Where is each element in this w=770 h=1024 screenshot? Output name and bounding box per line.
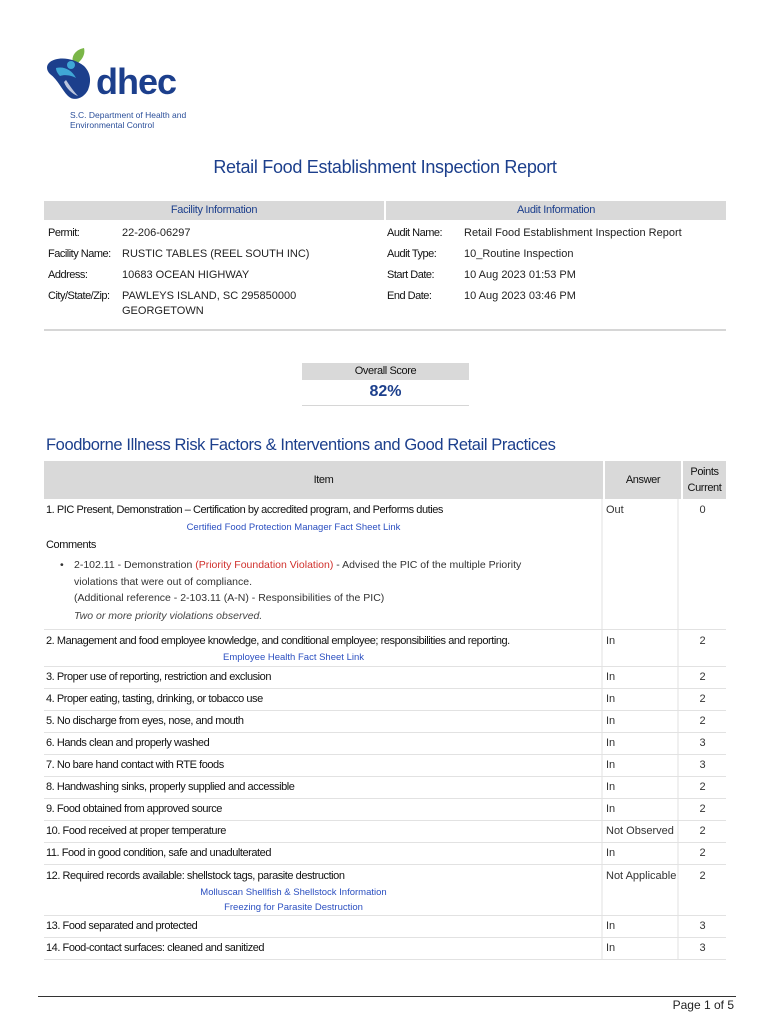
table-row — [44, 865, 726, 916]
answer-cell: In — [603, 733, 679, 754]
audit-type-row — [385, 247, 726, 268]
points-cell: 3 — [699, 942, 706, 954]
answer-cell: Not Observed — [603, 821, 679, 842]
question-text: 8. Handwashing sinks, properly supplied and accessible — [46, 781, 295, 793]
points-cell: 3 — [699, 759, 706, 771]
permit-row — [44, 226, 385, 247]
permit-value: 22-206-06297 — [122, 227, 191, 239]
logo-subtitle-line: S.C. Department of Health and — [70, 110, 187, 120]
table-row — [44, 777, 726, 799]
item-cell — [44, 667, 603, 688]
page-number: Page 1 of 5 — [672, 998, 734, 1012]
address-row — [44, 268, 385, 289]
table-row — [44, 755, 726, 777]
audit-name-value: Retail Food Establishment Inspection Report — [464, 227, 682, 239]
table-row — [44, 711, 726, 733]
audit-name-row — [385, 226, 726, 247]
dhec-logo — [44, 46, 214, 132]
end-date-row — [385, 289, 726, 310]
fact-sheet-link[interactable]: Employee Health Fact Sheet Link — [223, 652, 364, 663]
item-cell — [44, 499, 603, 629]
section-title: Foodborne Illness Risk Factors & Interventions and Good Retail Practices — [46, 436, 556, 454]
answer-cell: In — [603, 777, 679, 798]
end-date-label: End Date: — [387, 290, 432, 302]
question-text: 9. Food obtained from approved source — [46, 803, 222, 815]
answer-cell: Out — [603, 499, 679, 629]
logo-subtitle — [70, 110, 220, 130]
info-table-header — [44, 201, 726, 220]
comment-item — [72, 557, 601, 607]
logo-wordmark: dhec — [96, 61, 177, 102]
answer-cell: In — [603, 799, 679, 820]
question-text: 12. Required records available: shellstock tags, parasite destruction — [46, 870, 345, 882]
answer-cell: In — [603, 755, 679, 776]
facility-name-label: Facility Name: — [48, 248, 111, 260]
violation-label: (Priority Foundation Violation) — [195, 559, 334, 571]
table-row — [44, 733, 726, 755]
start-date-row — [385, 268, 726, 289]
points-cell: 3 — [699, 920, 706, 932]
question-text: 1. PIC Present, Demonstration – Certification by accredited program, and Performs duties — [46, 504, 443, 516]
points-cell: 2 — [699, 693, 706, 705]
address-label: Address: — [48, 269, 88, 281]
facility-name-value: RUSTIC TABLES (REEL SOUTH INC) — [122, 248, 310, 260]
facility-name-row — [44, 247, 385, 268]
item-cell — [44, 689, 603, 710]
question-text: 5. No discharge from eyes, nose, and mouth — [46, 715, 244, 727]
facility-info — [44, 226, 385, 319]
info-columns — [44, 220, 726, 319]
audit-type-value: 10_Routine Inspection — [464, 248, 574, 260]
answer-cell: In — [603, 667, 679, 688]
city-state-zip-line: PAWLEYS ISLAND, SC 295850000 — [122, 290, 297, 302]
item-cell — [44, 938, 603, 959]
answer-cell: In — [603, 843, 679, 864]
county-line: GEORGETOWN — [122, 305, 204, 317]
item-cell — [44, 630, 603, 666]
comments-title: Comments — [46, 539, 96, 551]
table-header — [44, 461, 726, 499]
risk-factors-table — [44, 461, 726, 960]
city-state-zip-value — [122, 289, 385, 319]
question-text: 13. Food separated and protected — [46, 920, 198, 932]
comment-note: Two or more priority violations observed. — [74, 609, 263, 622]
comment-suffix: - Advised the PIC of the multiple Priority — [333, 559, 522, 571]
table-row — [44, 689, 726, 711]
info-table — [44, 201, 726, 331]
shellfish-info-link[interactable]: Molluscan Shellfish & Shellstock Information — [200, 887, 387, 898]
points-cell: 2 — [699, 781, 706, 793]
question-text: 7. No bare hand contact with RTE foods — [46, 759, 224, 771]
question-text: 4. Proper eating, tasting, drinking, or tobacco use — [46, 693, 263, 705]
start-date-value: 10 Aug 2023 01:53 PM — [464, 269, 576, 281]
overall-score-label: Overall Score — [302, 363, 469, 380]
header-answer: Answer — [605, 461, 683, 499]
points-cell: 2 — [699, 847, 706, 859]
comment-list — [46, 557, 601, 607]
overall-score-value: 82% — [369, 383, 402, 400]
audit-name-label: Audit Name: — [387, 227, 443, 239]
comment-line: (Additional reference - 2-103.11 (A-N) - Responsibilities of the PIC) — [74, 592, 385, 604]
audit-info-header: Audit Information — [386, 201, 726, 220]
permit-label: Permit: — [48, 227, 80, 239]
answer-cell: In — [603, 938, 679, 959]
audit-info — [385, 226, 726, 319]
question-text: 14. Food-contact surfaces: cleaned and sanitized — [46, 942, 265, 954]
points-cell: 2 — [699, 635, 706, 647]
item-cell — [44, 755, 603, 776]
start-date-label: Start Date: — [387, 269, 435, 281]
item-cell — [44, 821, 603, 842]
item-cell — [44, 865, 603, 915]
table-row — [44, 938, 726, 960]
fact-sheet-link[interactable]: Certified Food Protection Manager Fact Sheet Link — [186, 522, 401, 533]
points-cell: 0 — [699, 504, 706, 516]
item-cell — [44, 843, 603, 864]
city-state-zip-row — [44, 289, 385, 319]
points-cell: 3 — [699, 737, 706, 749]
table-row — [44, 630, 726, 667]
header-points-line: Current — [687, 482, 722, 494]
table-row — [44, 667, 726, 689]
answer-cell: In — [603, 711, 679, 732]
points-cell: 2 — [699, 825, 706, 837]
answer-cell: In — [603, 630, 679, 666]
city-state-zip-label: City/State/Zip: — [48, 290, 110, 302]
points-cell: 2 — [699, 671, 706, 683]
report-title: Retail Food Establishment Inspection Report — [213, 157, 557, 177]
header-points — [683, 461, 726, 499]
item-cell — [44, 733, 603, 754]
overall-score — [302, 363, 469, 406]
facility-info-header: Facility Information — [44, 201, 384, 220]
item-cell — [44, 916, 603, 937]
header-points-line: Points — [690, 466, 719, 478]
points-cell: 2 — [699, 715, 706, 727]
logo-subtitle-line: Environmental Control — [70, 120, 155, 130]
table-row — [44, 916, 726, 938]
answer-cell: In — [603, 689, 679, 710]
question-text: 6. Hands clean and properly washed — [46, 737, 210, 749]
answer-cell: In — [603, 916, 679, 937]
question-text: 2. Management and food employee knowledge, and conditional employee; responsibilities and reporting. — [46, 635, 510, 647]
comment-prefix: 2-102.11 - Demonstration — [74, 559, 196, 571]
dhec-logo-mark-icon — [44, 46, 104, 106]
question-text: 10. Food received at proper temperature — [46, 825, 226, 837]
table-row — [44, 821, 726, 843]
footer-divider — [38, 996, 736, 997]
item-cell — [44, 799, 603, 820]
table-row — [44, 499, 726, 630]
points-cell: 2 — [699, 803, 706, 815]
question-text: 11. Food in good condition, safe and unadulterated — [46, 847, 271, 859]
header-item: Item — [44, 461, 605, 499]
parasite-destruction-link[interactable]: Freezing for Parasite Destruction — [224, 902, 363, 913]
item-cell — [44, 711, 603, 732]
comment-line: violations that were out of compliance. — [74, 575, 253, 588]
question-text: 3. Proper use of reporting, restriction and exclusion — [46, 671, 272, 683]
end-date-value: 10 Aug 2023 03:46 PM — [464, 290, 576, 302]
item-cell — [44, 777, 603, 798]
address-value: 10683 OCEAN HIGHWAY — [122, 269, 250, 281]
audit-type-label: Audit Type: — [387, 248, 437, 260]
table-row — [44, 799, 726, 821]
answer-cell: Not Applicable — [603, 865, 679, 915]
points-cell: 2 — [699, 870, 706, 882]
table-row — [44, 843, 726, 865]
